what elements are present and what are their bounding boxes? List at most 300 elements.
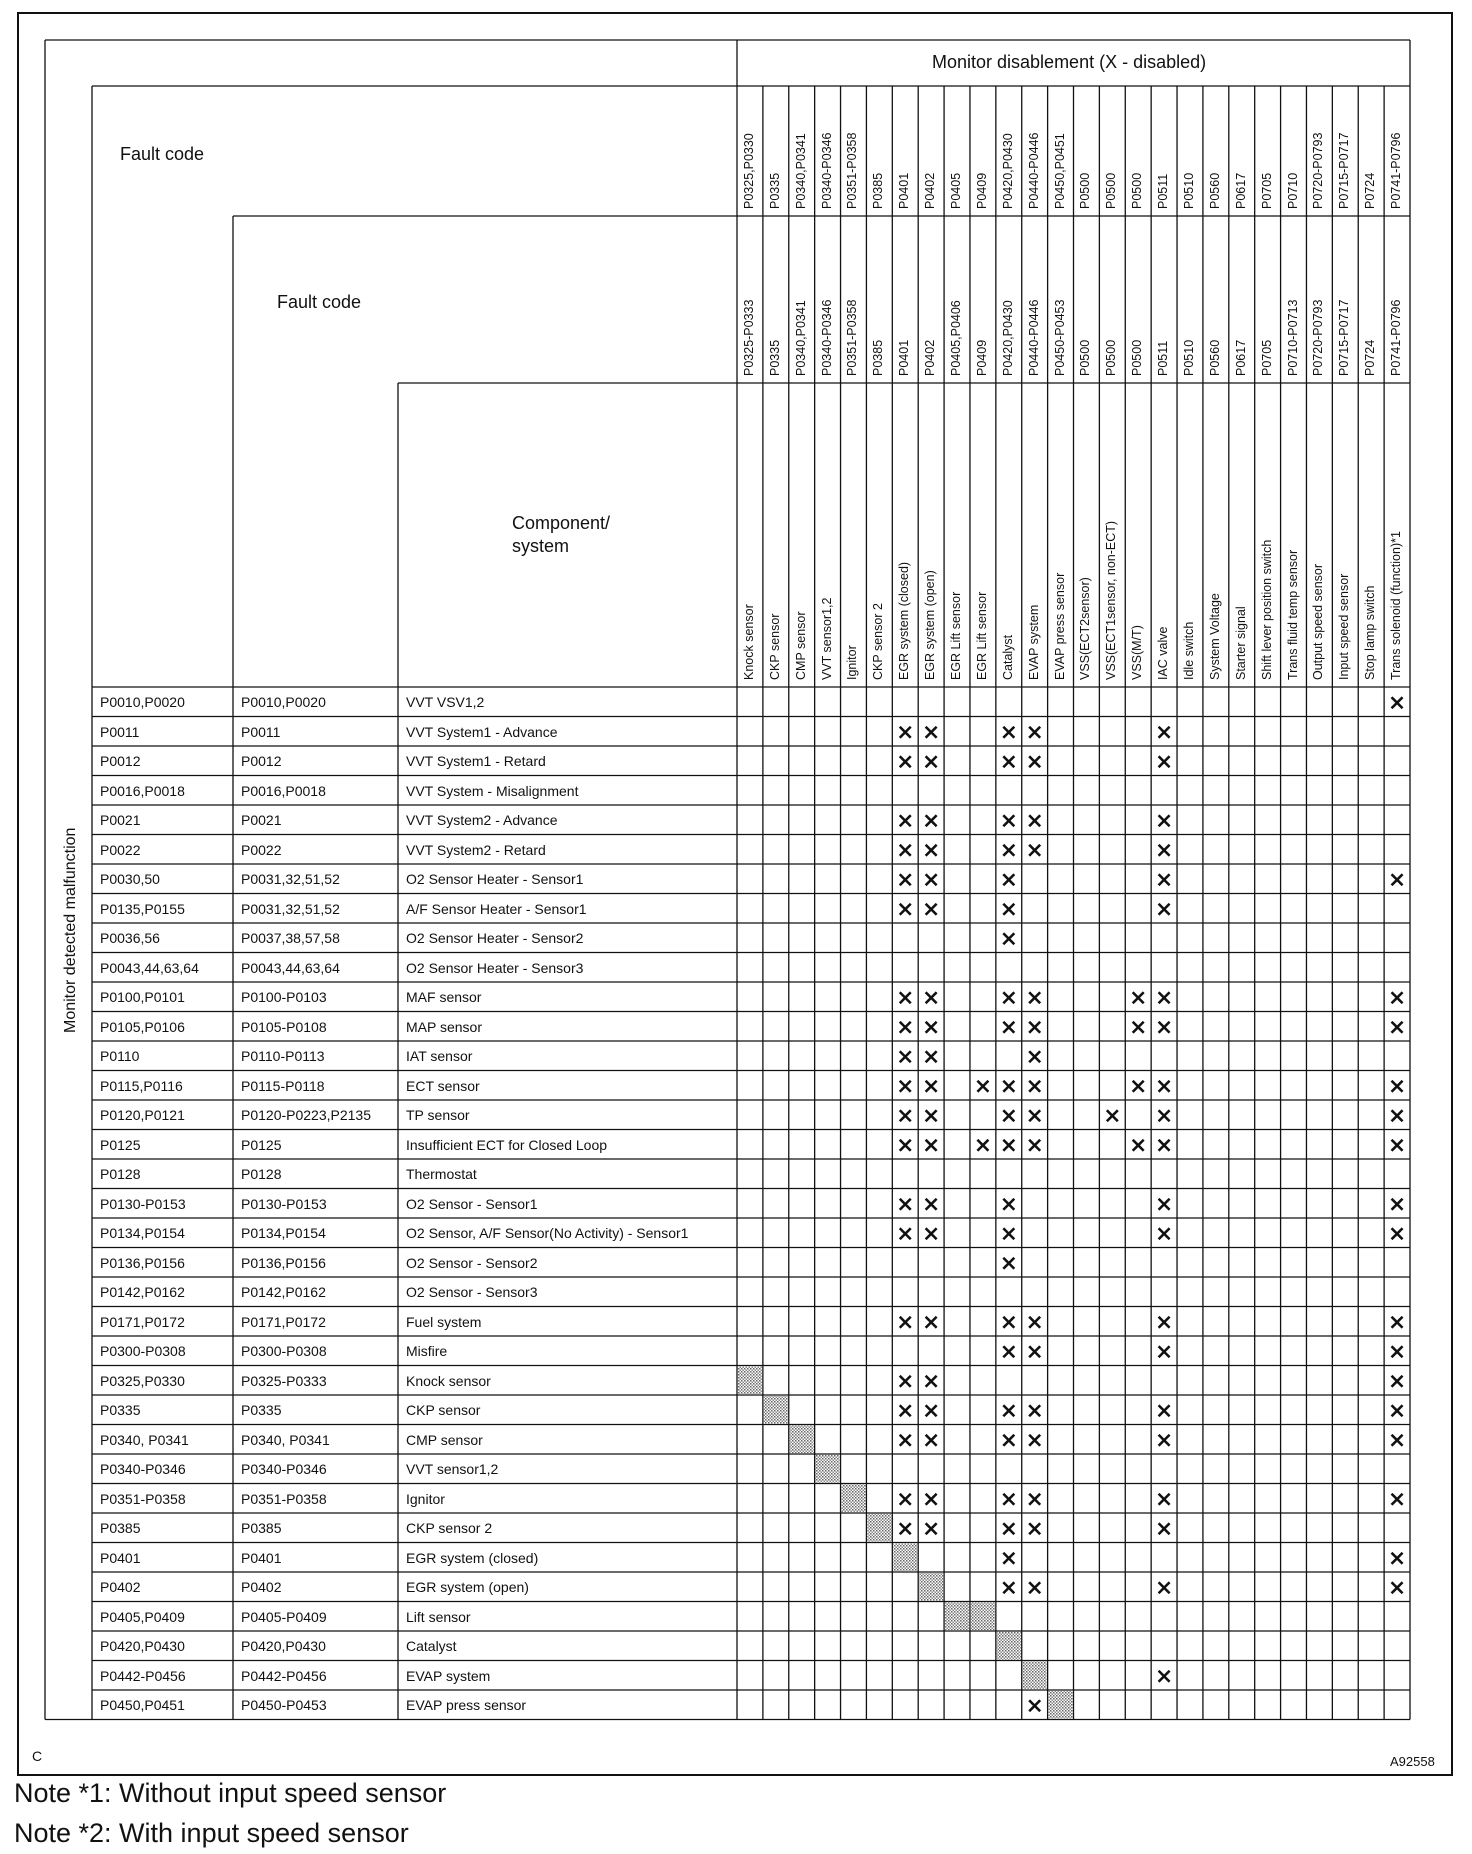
column-code-1: P0325,P0330 [741, 133, 756, 209]
disabled-x-mark [1392, 992, 1403, 1003]
column-name: Trans fluid temp sensor [1285, 549, 1300, 680]
row-fault-code-detail: P0405-P0409 [241, 1608, 327, 1625]
disabled-x-mark [926, 1140, 937, 1151]
disabled-x-mark [926, 1022, 937, 1033]
column-code-1: P0724 [1363, 172, 1378, 209]
column-code-2: P0741-P0796 [1389, 299, 1404, 376]
disabled-x-mark [1003, 1081, 1014, 1092]
column-code-2: P0560 [1207, 339, 1222, 376]
disabled-x-mark [900, 1523, 911, 1534]
row-component: VVT sensor1,2 [406, 1461, 499, 1477]
column-code-1: P0710 [1285, 172, 1300, 209]
column-name: CKP sensor 2 [871, 603, 886, 680]
disabled-x-mark [926, 1228, 937, 1239]
disabled-x-mark [926, 845, 937, 856]
disabled-x-mark [1159, 1140, 1170, 1151]
row-fault-code: P0340, P0341 [100, 1431, 189, 1448]
disabled-x-mark [1392, 1081, 1403, 1092]
disabled-x-mark [1159, 756, 1170, 767]
column-name: VSS(ECT2sensor) [1078, 577, 1093, 680]
disabled-x-mark [926, 992, 937, 1003]
disabled-x-mark [900, 1199, 911, 1210]
row-fault-code-detail: P0335 [241, 1402, 282, 1418]
column-code-2: P0500 [1104, 339, 1119, 376]
disabled-x-mark [900, 874, 911, 885]
disabled-x-mark [900, 815, 911, 826]
fault-code-header-mid: Fault code [277, 292, 362, 312]
row-fault-code-detail: P0021 [241, 812, 282, 828]
column-code-1: P0402 [923, 172, 938, 209]
column-code-1: P0720-P0793 [1311, 132, 1326, 209]
row-fault-code: P0016,P0018 [100, 782, 185, 799]
disabled-x-mark [1159, 1523, 1170, 1534]
shaded-cell [997, 1632, 1021, 1660]
shaded-cell [1049, 1691, 1073, 1719]
shaded-cell [945, 1603, 969, 1631]
row-fault-code: P0130-P0153 [100, 1195, 186, 1212]
column-name: Ignitor [845, 645, 860, 680]
column-code-2: P0510 [1181, 339, 1196, 376]
column-name: Output speed sensor [1311, 563, 1326, 680]
row-fault-code-detail: P0120-P0223,P2135 [241, 1107, 371, 1123]
column-code-2: P0385 [871, 339, 886, 376]
disabled-x-mark [926, 874, 937, 885]
column-code-1: P0510 [1181, 172, 1196, 209]
column-code-2: P0715-P0717 [1337, 299, 1352, 376]
column-name: CKP sensor [767, 613, 782, 680]
column-code-2: P0500 [1130, 339, 1145, 376]
column-name: EGR Lift sensor [949, 591, 964, 680]
row-component: VVT System1 - Advance [406, 723, 558, 740]
disabled-x-mark [1159, 1199, 1170, 1210]
row-fault-code-detail: P0340, P0341 [241, 1431, 330, 1448]
disabled-x-mark [1029, 845, 1040, 856]
disabled-x-mark [1029, 1317, 1040, 1328]
row-component: O2 Sensor, A/F Sensor(No Activity) - Sensor1 [406, 1225, 689, 1241]
row-component: Knock sensor [406, 1372, 491, 1389]
row-component: VVT System - Misalignment [406, 782, 579, 799]
row-component: VVT System1 - Retard [406, 753, 546, 769]
row-component: A/F Sensor Heater - Sensor1 [406, 900, 587, 917]
row-fault-code: P0043,44,63,64 [100, 959, 199, 976]
disabled-x-mark [900, 756, 911, 767]
column-code-1: P0440-P0446 [1026, 132, 1041, 209]
column-code-1: P0705 [1259, 172, 1274, 209]
disabled-x-mark [1003, 1228, 1014, 1239]
row-fault-code: P0100,P0101 [100, 989, 185, 1005]
column-name: EVAP system [1026, 604, 1041, 680]
column-code-2: P0401 [897, 339, 912, 376]
disabled-x-mark [1392, 1022, 1403, 1033]
disabled-x-mark [926, 1435, 937, 1446]
disabled-x-mark [1159, 727, 1170, 738]
column-code-2: P0500 [1078, 339, 1093, 376]
disabled-x-mark [900, 1051, 911, 1062]
disabled-x-mark [926, 1081, 937, 1092]
disabled-x-mark [1029, 1523, 1040, 1534]
column-name: System Voltage [1207, 593, 1222, 680]
row-fault-code: P0420,P0430 [100, 1638, 185, 1654]
row-component: VVT System2 - Advance [406, 812, 558, 828]
disabled-x-mark [1133, 1081, 1144, 1092]
shaded-cell [764, 1396, 788, 1424]
disabled-x-mark [1159, 904, 1170, 915]
row-fault-code: P0401 [100, 1549, 141, 1566]
column-code-2: P0724 [1363, 339, 1378, 376]
disabled-x-mark [1392, 1553, 1403, 1564]
row-component: Lift sensor [406, 1608, 471, 1625]
disabled-x-mark [900, 1435, 911, 1446]
row-component: O2 Sensor Heater - Sensor3 [406, 959, 584, 976]
disabled-x-mark [900, 1228, 911, 1239]
column-code-1: P0741-P0796 [1389, 132, 1404, 209]
row-fault-code: P0110 [100, 1048, 140, 1064]
disabled-x-mark [1392, 1582, 1403, 1593]
column-code-1: P0511 [1156, 173, 1171, 209]
disabled-x-mark [926, 756, 937, 767]
row-fault-code-detail: P0325-P0333 [241, 1372, 327, 1389]
row-fault-code-detail: P0128 [241, 1166, 282, 1182]
disabled-x-mark [1159, 874, 1170, 885]
row-fault-code-detail: P0105-P0108 [241, 1018, 327, 1035]
column-name: Idle switch [1181, 621, 1196, 680]
disabled-x-mark [1392, 1199, 1403, 1210]
disabled-x-mark [1392, 1140, 1403, 1151]
column-code-2: P0405,P0406 [949, 300, 964, 376]
disabled-x-mark [1003, 1022, 1014, 1033]
disabled-x-mark [926, 727, 937, 738]
row-component: Fuel system [406, 1313, 482, 1330]
row-component: CMP sensor [406, 1431, 483, 1448]
row-component: O2 Sensor Heater - Sensor1 [406, 871, 584, 887]
note-1: Note *1: Without input speed sensor [14, 1778, 447, 1808]
row-fault-code: P0300-P0308 [100, 1343, 186, 1359]
column-code-1: P0409 [974, 172, 989, 209]
column-code-1: P0617 [1233, 172, 1248, 209]
column-code-1: P0340-P0346 [819, 132, 834, 209]
disabled-x-mark [1392, 1405, 1403, 1416]
column-code-1: P0340,P0341 [793, 133, 808, 209]
disabled-x-mark [926, 1376, 937, 1387]
disabled-x-mark [1159, 1582, 1170, 1593]
column-name: VSS(M/T) [1130, 625, 1145, 680]
disabled-x-mark [900, 1081, 911, 1092]
disabled-x-mark [1029, 992, 1040, 1003]
disabled-x-mark [1003, 1405, 1014, 1416]
disabled-x-mark [1003, 727, 1014, 738]
shaded-cell [919, 1573, 943, 1601]
column-name: CMP sensor [793, 611, 808, 680]
row-fault-code-detail: P0420,P0430 [241, 1638, 326, 1654]
disabled-x-mark [1107, 1110, 1118, 1121]
column-code-1: P0420,P0430 [1000, 133, 1015, 209]
component-system-header: Component/ system [512, 513, 611, 557]
column-code-1: P0715-P0717 [1337, 132, 1352, 209]
column-code-1: P0401 [897, 172, 912, 209]
disabled-x-mark [1159, 845, 1170, 856]
disabled-x-mark [1003, 933, 1014, 944]
column-code-1: P0500 [1078, 172, 1093, 209]
disabled-x-mark [926, 1199, 937, 1210]
row-fault-code-detail: P0125 [241, 1136, 282, 1153]
figure-code: A92558 [1390, 1754, 1435, 1769]
row-component: Thermostat [406, 1166, 477, 1182]
disabled-x-mark [1159, 815, 1170, 826]
disabled-x-mark [926, 815, 937, 826]
row-fault-code-detail: P0043,44,63,64 [241, 959, 340, 976]
row-component: CKP sensor [406, 1402, 481, 1418]
disabled-x-mark [926, 1523, 937, 1534]
disabled-x-mark [900, 992, 911, 1003]
row-fault-code: P0012 [100, 753, 141, 769]
disabled-x-mark [1029, 1051, 1040, 1062]
disabled-x-mark [1159, 1081, 1170, 1092]
column-code-1: P0335 [767, 172, 782, 209]
disabled-x-mark [1003, 1346, 1014, 1357]
shaded-cell [738, 1367, 762, 1395]
row-fault-code: P0134,P0154 [100, 1225, 185, 1241]
row-fault-code: P0135,P0155 [100, 900, 185, 917]
row-fault-code-detail: P0300-P0308 [241, 1343, 327, 1359]
disabled-x-mark [1133, 1140, 1144, 1151]
disabled-x-mark [1392, 1435, 1403, 1446]
row-fault-code: P0010,P0020 [100, 694, 185, 710]
row-fault-code: P0340-P0346 [100, 1461, 186, 1477]
shaded-cell [842, 1485, 866, 1513]
disabled-x-mark [1159, 1110, 1170, 1121]
row-fault-code: P0385 [100, 1520, 141, 1536]
column-code-2: P0340-P0346 [819, 299, 834, 376]
disabled-x-mark [1029, 1494, 1040, 1505]
disabled-x-mark [926, 1110, 937, 1121]
disabled-x-mark [1003, 904, 1014, 915]
column-name: EVAP press sensor [1052, 572, 1067, 680]
row-fault-code: P0128 [100, 1166, 141, 1182]
disabled-x-mark [926, 1494, 937, 1505]
row-fault-code: P0115,P0116 [100, 1077, 183, 1094]
disabled-x-mark [926, 904, 937, 915]
disabled-x-mark [900, 845, 911, 856]
row-fault-code-detail: P0401 [241, 1549, 282, 1566]
disabled-x-mark [1003, 874, 1014, 885]
row-fault-code: P0120,P0121 [100, 1107, 185, 1123]
column-name: Catalyst [1000, 634, 1015, 680]
row-fault-code-detail: P0100-P0103 [241, 989, 327, 1005]
column-code-2: P0720-P0793 [1311, 299, 1326, 376]
disabled-x-mark [1029, 1700, 1040, 1711]
row-fault-code: P0030,50 [100, 871, 160, 887]
row-fault-code-detail: P0136,P0156 [241, 1254, 326, 1271]
shaded-cell [971, 1603, 995, 1631]
disabled-x-mark [1029, 815, 1040, 826]
row-fault-code: P0011 [100, 723, 140, 740]
disabled-x-mark [900, 1022, 911, 1033]
disabled-x-mark [900, 1140, 911, 1151]
disabled-x-mark [1133, 1022, 1144, 1033]
column-name: Starter signal [1233, 606, 1248, 680]
disabled-x-mark [1392, 1317, 1403, 1328]
disabled-x-mark [1003, 1582, 1014, 1593]
disabled-x-mark [1159, 1317, 1170, 1328]
row-fault-code: P0105,P0106 [100, 1018, 185, 1035]
disabled-x-mark [1159, 1228, 1170, 1239]
monitor-disablement-title: Monitor disablement (X - disabled) [932, 52, 1207, 72]
disabled-x-mark [1159, 1022, 1170, 1033]
column-name: Shift lever position switch [1259, 539, 1274, 680]
column-code-2: P0409 [974, 339, 989, 376]
monitor-detected-malfunction-label: Monitor detected malfunction [62, 827, 79, 1033]
disabled-x-mark [1029, 1346, 1040, 1357]
row-component: TP sensor [406, 1107, 470, 1123]
row-component: EGR system (closed) [406, 1549, 539, 1566]
disabled-x-mark [1392, 1110, 1403, 1121]
disabled-x-mark [1029, 1435, 1040, 1446]
disabled-x-mark [900, 1405, 911, 1416]
disabled-x-mark [977, 1081, 988, 1092]
row-fault-code: P0021 [100, 812, 141, 828]
row-fault-code-detail: P0031,32,51,52 [241, 871, 340, 887]
row-fault-code: P0325,P0330 [100, 1372, 185, 1389]
fault-code-header-top: Fault code [120, 144, 205, 164]
row-component: O2 Sensor - Sensor3 [406, 1284, 538, 1300]
column-code-2: P0450-P0453 [1052, 299, 1067, 376]
row-component: O2 Sensor - Sensor2 [406, 1254, 538, 1271]
column-name: Stop lamp switch [1363, 585, 1378, 680]
disabled-x-mark [1159, 1435, 1170, 1446]
disabled-x-mark [1003, 1435, 1014, 1446]
disabled-x-mark [1029, 1110, 1040, 1121]
row-component: MAF sensor [406, 989, 482, 1005]
row-fault-code: P0136,P0156 [100, 1254, 185, 1271]
column-code-2: P0325-P0333 [741, 299, 756, 376]
column-code-2: P0710-P0713 [1285, 299, 1300, 376]
disabled-x-mark [1159, 1494, 1170, 1505]
row-fault-code-detail: P0142,P0162 [241, 1284, 326, 1300]
column-code-2: P0335 [767, 339, 782, 376]
column-code-1: P0450,P0451 [1052, 133, 1067, 209]
disabled-x-mark [1159, 1405, 1170, 1416]
disabled-x-mark [1029, 756, 1040, 767]
column-code-2: P0511 [1156, 340, 1171, 376]
row-fault-code-detail: P0010,P0020 [241, 694, 326, 710]
row-fault-code-detail: P0012 [241, 753, 282, 769]
row-fault-code: P0450,P0451 [100, 1697, 185, 1713]
column-name: EGR Lift sensor [974, 591, 989, 680]
column-code-2: P0340,P0341 [793, 300, 808, 376]
row-fault-code-detail: P0442-P0456 [241, 1667, 327, 1684]
shaded-cell [867, 1514, 891, 1542]
row-component: IAT sensor [406, 1048, 473, 1064]
column-code-1: P0351-P0358 [845, 132, 860, 209]
corner-letter: C [32, 1748, 43, 1764]
column-name: EGR system (open) [923, 570, 938, 680]
row-fault-code-detail: P0037,38,57,58 [241, 930, 340, 946]
disabled-x-mark [900, 1376, 911, 1387]
disabled-x-mark [1392, 1346, 1403, 1357]
row-fault-code: P0335 [100, 1402, 141, 1418]
row-component: EGR system (open) [406, 1579, 529, 1595]
row-fault-code-detail: P0130-P0153 [241, 1195, 327, 1212]
column-name: IAC valve [1156, 626, 1171, 680]
row-component: O2 Sensor - Sensor1 [406, 1195, 538, 1212]
column-name: Trans solenoid (function)*1 [1389, 531, 1404, 680]
disabled-x-mark [1159, 992, 1170, 1003]
shaded-cell [790, 1426, 814, 1454]
disabled-x-mark [1159, 1346, 1170, 1357]
row-fault-code: P0036,56 [100, 930, 160, 946]
disabled-x-mark [1003, 1140, 1014, 1151]
disabled-x-mark [1029, 1081, 1040, 1092]
column-code-1: P0405 [949, 172, 964, 209]
disabled-x-mark [1003, 1553, 1014, 1564]
row-component: MAP sensor [406, 1018, 482, 1035]
disabled-x-mark [1392, 1494, 1403, 1505]
row-fault-code-detail: P0011 [241, 723, 281, 740]
note-2: Note *2: With input speed sensor [14, 1818, 409, 1848]
disabled-x-mark [1029, 1405, 1040, 1416]
row-fault-code: P0022 [100, 841, 141, 858]
column-code-1: P0500 [1130, 172, 1145, 209]
row-fault-code-detail: P0402 [241, 1579, 282, 1595]
row-fault-code-detail: P0110-P0113 [241, 1048, 325, 1064]
disabled-x-mark [1003, 1258, 1014, 1269]
column-code-1: P0385 [871, 172, 886, 209]
row-fault-code-detail: P0340-P0346 [241, 1461, 327, 1477]
disabled-x-mark [1003, 1110, 1014, 1121]
disabled-x-mark [900, 1494, 911, 1505]
disabled-x-mark [1029, 1582, 1040, 1593]
disabled-x-mark [1392, 874, 1403, 885]
row-component: EVAP system [406, 1667, 491, 1684]
row-component: VVT System2 - Retard [406, 841, 546, 858]
disabled-x-mark [1029, 1022, 1040, 1033]
disabled-x-mark [900, 1317, 911, 1328]
shaded-cell [1023, 1662, 1047, 1690]
row-fault-code: P0142,P0162 [100, 1284, 185, 1300]
disabled-x-mark [900, 727, 911, 738]
disabled-x-mark [926, 1405, 937, 1416]
column-code-2: P0351-P0358 [845, 299, 860, 376]
row-fault-code: P0171,P0172 [100, 1313, 185, 1330]
disabled-x-mark [1392, 1228, 1403, 1239]
shaded-cell [893, 1544, 917, 1572]
column-code-2: P0402 [923, 339, 938, 376]
row-fault-code: P0351-P0358 [100, 1490, 186, 1507]
row-component: ECT sensor [406, 1077, 480, 1094]
row-component: CKP sensor 2 [406, 1520, 493, 1536]
disabled-x-mark [900, 1110, 911, 1121]
disabled-x-mark [926, 1317, 937, 1328]
disabled-x-mark [1159, 1671, 1170, 1682]
row-component: Ignitor [406, 1490, 445, 1507]
disabled-x-mark [1003, 845, 1014, 856]
row-fault-code: P0442-P0456 [100, 1667, 186, 1684]
row-fault-code-detail: P0450-P0453 [241, 1697, 327, 1713]
disabled-x-mark [1003, 992, 1014, 1003]
row-fault-code-detail: P0022 [241, 841, 282, 858]
column-code-2: P0617 [1233, 339, 1248, 376]
row-fault-code-detail: P0031,32,51,52 [241, 900, 340, 917]
column-name: Knock sensor [741, 604, 756, 680]
disabled-x-mark [1003, 1199, 1014, 1210]
row-fault-code-detail: P0171,P0172 [241, 1313, 326, 1330]
disabled-x-mark [1003, 1523, 1014, 1534]
column-name: Input speed sensor [1337, 573, 1352, 680]
row-fault-code-detail: P0016,P0018 [241, 782, 326, 799]
disabled-x-mark [1003, 1317, 1014, 1328]
column-code-1: P0500 [1104, 172, 1119, 209]
row-component: Misfire [406, 1343, 448, 1359]
